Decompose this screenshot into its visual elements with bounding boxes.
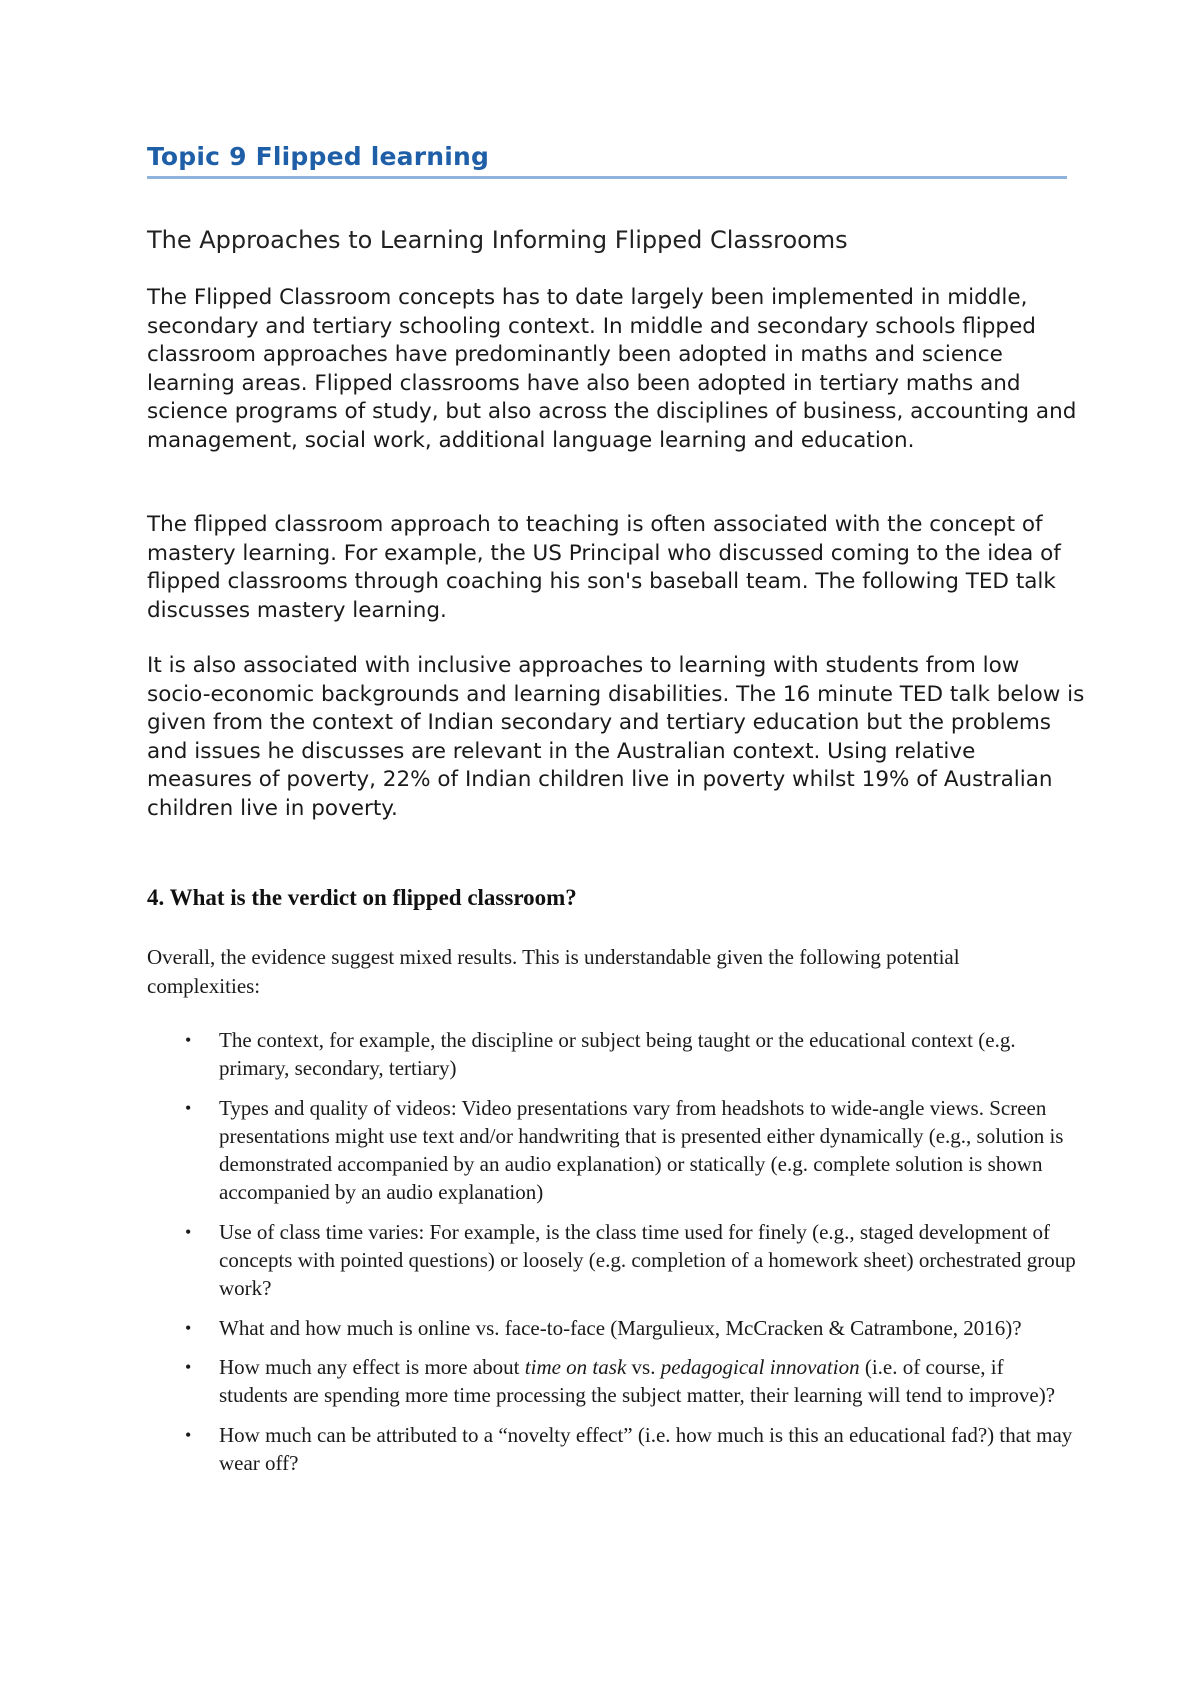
bullet-icon: • — [185, 1317, 192, 1338]
list-item — [147, 1353, 1077, 1410]
list-item-text: Use of class time varies: For example, is the class time used for finely (e.g., staged development of concepts with pointed questions) or loosely (e.g. completion of a homework sheet) orchestrated group work? — [219, 1219, 1076, 1301]
bullet-icon: • — [185, 1030, 192, 1050]
verdict-intro-paragraph: Overall, the evidence suggest mixed results. This is understandable given the following potential complexities: — [147, 945, 960, 998]
list-item-text — [219, 1355, 1055, 1407]
list-item — [147, 1026, 1077, 1083]
paragraph-mastery-learning: The flipped classroom approach to teaching is often associated with the concept of mastery learning. For example, the US Principal who discussed coming to the idea of flipped classrooms through coaching his son's baseball team. The following TED talk discusses mastery learning. — [147, 512, 1061, 623]
list-item-text: What and how much is online vs. face-to-face (Margulieux, McCracken & Catrambone, 2016)? — [219, 1315, 1022, 1340]
list-item-text: Types and quality of videos: Video presentations vary from headshots to wide-angle views. Screen presentations might use text and/or handwriting that is presented either dynamically (e.g., solution is demonstrated accompanied by an audio explanation) or statically (e.g. complete solution is shown accompanied by an audio explanation) — [219, 1095, 1064, 1205]
emphasis-time-on-task: time on task — [524, 1354, 627, 1379]
bullet-icon: • — [185, 1356, 192, 1377]
complexities-list — [147, 1026, 1077, 1488]
verdict-heading: 4. What is the verdict on flipped classroom? — [147, 885, 577, 910]
bullet-icon: • — [185, 1424, 192, 1445]
title-underline-rule — [147, 176, 1067, 179]
list-item — [147, 1218, 1077, 1303]
section-heading: The Approaches to Learning Informing Flipped Classrooms — [147, 226, 848, 254]
list-item-text: The context, for example, the discipline or subject being taught or the educational context (e.g. primary, secondary, tertiary) — [219, 1028, 1016, 1081]
emphasis-pedagogical-innovation: pedagogical innovation — [660, 1354, 860, 1379]
list-item-text-part: (i.e. of course, if students are spending more time processing the subject matter, their learning will tend to improve)? — [219, 1354, 1056, 1408]
list-item-text-part: vs. — [626, 1354, 661, 1379]
list-item — [147, 1421, 1077, 1478]
list-item-text: How much can be attributed to a “novelty effect” (i.e. how much is this an educational fad?) that may wear off? — [219, 1422, 1073, 1475]
bullet-icon: • — [185, 1221, 192, 1242]
paragraph-implementation: The Flipped Classroom concepts has to date largely been implemented in middle, secondary and tertiary schooling context. In middle and secondary schools flipped classroom approaches have predominantly been adopted in maths and science learning areas. Flipped classrooms have also been adopted in tertiary maths and science programs of study, but also across the disciplines of business, accounting and management, social work, additional language learning and education. — [147, 285, 1077, 453]
list-item — [147, 1314, 1077, 1342]
list-item — [147, 1094, 1077, 1207]
list-item-text-part: How much any effect is more about — [219, 1354, 525, 1379]
topic-title: Topic 9 Flipped learning — [147, 142, 490, 171]
paragraph-inclusive-approaches: It is also associated with inclusive approaches to learning with students from low socio-economic backgrounds and learning disabilities. The 16 minute TED talk below is given from the context of Indian secondary and tertiary education but the problems and issues he discusses are relevant in the Australian context. Using relative measures of poverty, 22% of Indian children live in poverty whilst 19% of Australian children live in poverty. — [147, 653, 1085, 821]
bullet-icon: • — [185, 1097, 192, 1118]
